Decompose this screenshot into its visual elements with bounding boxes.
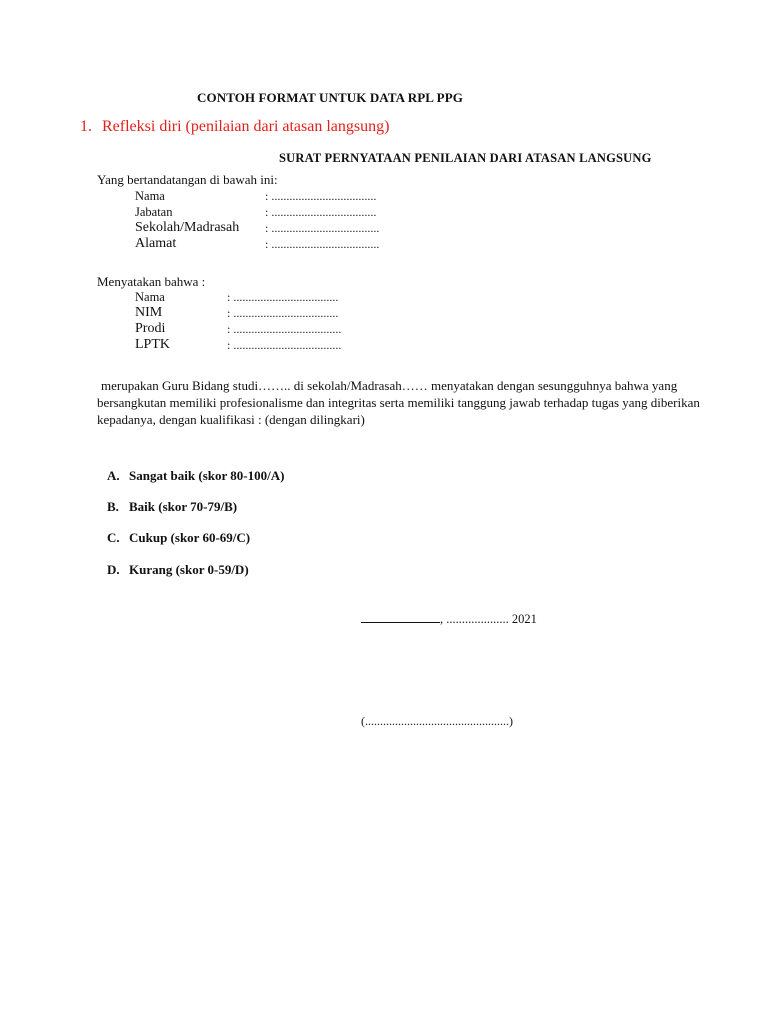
signer-position-value: : ................................... — [265, 205, 377, 219]
paragraph-line-2: bersangkutan memiliki profesionalisme dan integritas serta memiliki tanggung jawab terhadap tugas yang diberikan — [97, 395, 700, 410]
signer-address-value: : .................................... — [265, 237, 380, 251]
signer-address-label: Alamat — [135, 236, 177, 251]
declares-heading: Menyatakan bahwa : — [97, 274, 206, 289]
signer-school-value: : .................................... — [265, 221, 380, 235]
option-a-letter: A. — [107, 468, 120, 483]
option-d-text: Kurang (skor 0-59/D) — [129, 562, 249, 577]
subject-name-label: Nama — [135, 290, 165, 304]
document-title: CONTOH FORMAT UNTUK DATA RPL PPG — [197, 90, 463, 105]
section-heading-text: Refleksi diri (penilaian dari atasan langsung) — [102, 118, 390, 135]
option-b — [107, 499, 237, 515]
paragraph-line-1: merupakan Guru Bidang studi…….. di sekolah/Madrasah…… menyatakan dengan sesungguhnya bahwa yang — [101, 378, 678, 393]
section-heading — [80, 118, 389, 136]
option-c-letter: C. — [107, 530, 120, 545]
statement-paragraph — [97, 377, 721, 428]
subject-lptk-label: LPTK — [135, 337, 170, 352]
option-b-text: Baik (skor 70-79/B) — [129, 499, 238, 514]
subject-nim-value: : ................................... — [227, 306, 339, 320]
option-c-text: Cukup (skor 60-69/C) — [129, 530, 251, 545]
date-text: , .................... 2021 — [440, 612, 537, 626]
option-d-letter: D. — [107, 562, 120, 577]
statement-title: SURAT PERNYATAAN PENILAIAN DARI ATASAN LANGSUNG — [279, 151, 652, 165]
date-line — [361, 611, 537, 627]
signer-name-label: Nama — [135, 189, 165, 203]
subject-name-value: : ................................... — [227, 290, 339, 304]
option-d — [107, 562, 249, 578]
option-a-text: Sangat baik (skor 80-100/A) — [129, 468, 285, 483]
option-b-letter: B. — [107, 499, 119, 514]
place-blank — [361, 611, 440, 623]
option-a — [107, 468, 284, 484]
signer-intro: Yang bertandatangan di bawah ini: — [97, 172, 278, 187]
section-number: 1. — [80, 118, 92, 135]
subject-nim-label: NIM — [135, 305, 163, 320]
subject-prodi-label: Prodi — [135, 321, 166, 336]
paragraph-line-3: kepadanya, dengan kualifikasi : (dengan dilingkari) — [97, 412, 365, 427]
subject-lptk-value: : .................................... — [227, 338, 342, 352]
subject-prodi-value: : .................................... — [227, 322, 342, 336]
signer-school-label: Sekolah/Madrasah — [135, 220, 240, 235]
signer-name-value: : ................................... — [265, 189, 377, 203]
signature-line: (................................................) — [361, 714, 513, 728]
option-c — [107, 530, 250, 546]
signer-position-label: Jabatan — [135, 205, 173, 219]
